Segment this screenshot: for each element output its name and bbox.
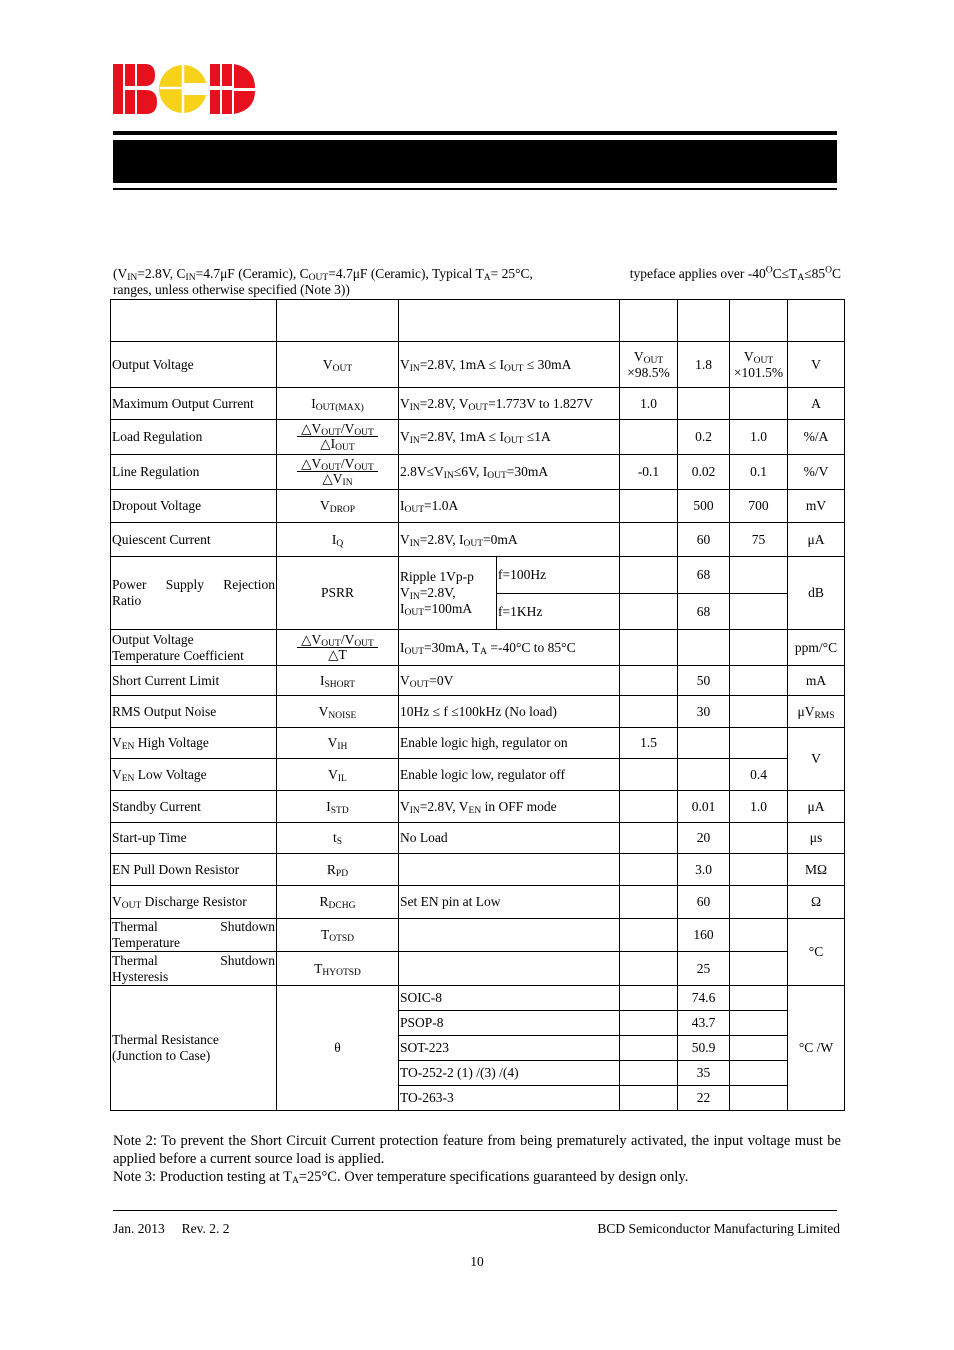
unit-cell: °C xyxy=(788,919,845,986)
typ-cell: 3.0 xyxy=(678,854,730,886)
condition-cell: Enable logic low, regulator off xyxy=(399,759,620,791)
table-row xyxy=(111,630,845,666)
condition-cell: $I_{OUT}=30mA$, $T_A =-40^\circ C$ to 85°C xyxy=(399,630,620,666)
table-row xyxy=(111,854,845,886)
min-cell: $V_{OUT}$ ×98.5% xyxy=(620,342,678,388)
typ-cell: 68 xyxy=(678,557,730,594)
table-row xyxy=(111,455,845,490)
table-row-thermal-shutdown xyxy=(111,919,845,952)
package-cell: TO-252-2 (1) /(3) /(4) xyxy=(399,1061,620,1086)
max-cell xyxy=(730,823,788,854)
table-row xyxy=(111,342,845,388)
symbol-cell xyxy=(277,630,399,666)
package-cell: TO-263-3 xyxy=(399,1086,620,1111)
symbol-cell: $R_{PD}$ xyxy=(277,854,399,886)
max-cell xyxy=(730,557,788,594)
max-cell xyxy=(730,886,788,919)
min-cell xyxy=(620,523,678,557)
table-row xyxy=(111,388,845,420)
header-title-bar xyxy=(113,140,837,183)
max-cell xyxy=(730,854,788,886)
typ-cell xyxy=(678,630,730,666)
unit-cell: V xyxy=(788,728,845,791)
min-cell xyxy=(620,1061,678,1086)
table-row xyxy=(111,420,845,455)
typ-cell: 60 xyxy=(678,886,730,919)
parameter-cell: Thermal Shutdown Temperature xyxy=(112,919,275,950)
condition-cell: $V_{IN}=2.8V$, $1mA \le I_{OUT} \le 1A$ xyxy=(399,420,620,455)
typ-cell: 0.01 xyxy=(678,791,730,823)
symbol-cell: $V_{IH}$ xyxy=(277,728,399,759)
frequency-cell: f=100Hz xyxy=(497,557,620,594)
unit-cell: dB xyxy=(788,557,845,630)
condition-cell: $V_{IN}=2.8V$, $I_{OUT}=0mA$ xyxy=(399,523,620,557)
max-cell xyxy=(730,1011,788,1036)
min-cell xyxy=(620,1086,678,1111)
typ-cell: 1.8 xyxy=(678,342,730,388)
max-cell: 1.0 xyxy=(730,420,788,455)
typ-cell: 20 xyxy=(678,823,730,854)
min-cell: 1.0 xyxy=(620,388,678,420)
unit-cell: MΩ xyxy=(788,854,845,886)
typ-cell: 30 xyxy=(678,696,730,728)
parameter-cell: Load Regulation xyxy=(111,420,277,455)
symbol-cell: $T_{OTSD}$ xyxy=(277,919,399,952)
min-cell: -0.1 xyxy=(620,455,678,490)
header-rule-top xyxy=(113,131,837,135)
table-row xyxy=(111,523,845,557)
condition-cell xyxy=(399,854,620,886)
symbol-cell: $V_{DROP}$ xyxy=(277,490,399,523)
parameter-cell: $V_{OUT}$ Discharge Resistor xyxy=(111,886,277,919)
note-3: Note 3: Production testing at $T_A=25^\circ C$. Over temperature specifications guaranteed by design only. xyxy=(113,1169,689,1186)
max-cell: $V_{OUT}$ ×101.5% xyxy=(730,342,788,388)
parameter-cell: Standby Current xyxy=(111,791,277,823)
symbol-cell: $V_{OUT}$ xyxy=(277,342,399,388)
parameter-cell: Start-up Time xyxy=(111,823,277,854)
parameter-cell: $V_{EN}$ Low Voltage xyxy=(111,759,277,791)
typ-cell: 0.2 xyxy=(678,420,730,455)
typ-cell: 74.6 xyxy=(678,986,730,1011)
unit-cell: mA xyxy=(788,666,845,696)
table-row xyxy=(111,490,845,523)
min-cell xyxy=(620,420,678,455)
footer-date-revision: Jan. 2013 Rev. 2. 2 xyxy=(113,1221,230,1236)
max-cell xyxy=(730,696,788,728)
unit-cell: $\mu V_{RMS}$ xyxy=(788,696,845,728)
min-cell xyxy=(620,854,678,886)
max-cell xyxy=(730,1086,788,1111)
parameter-cell: Thermal Resistance (Junction to Case) xyxy=(111,986,277,1111)
max-cell: 700 xyxy=(730,490,788,523)
max-cell xyxy=(730,919,788,952)
frequency-cell: f=1KHz xyxy=(497,594,620,630)
unit-cell: A xyxy=(788,388,845,420)
condition-cell: $2.8V\le V_{IN}\le 6V$, $I_{OUT}=30mA$ xyxy=(399,455,620,490)
min-cell xyxy=(620,952,678,986)
symbol-cell: θ xyxy=(277,986,399,1111)
symbol-cell: $V_{NOISE}$ xyxy=(277,696,399,728)
table-row xyxy=(111,696,845,728)
symbol-cell: $T_{HYOTSD}$ xyxy=(277,952,399,986)
unit-cell: V xyxy=(788,342,845,388)
max-cell xyxy=(730,594,788,630)
min-cell xyxy=(620,696,678,728)
typ-cell xyxy=(678,728,730,759)
typ-cell: 35 xyxy=(678,1061,730,1086)
max-cell: 0.4 xyxy=(730,759,788,791)
unit-cell: μA xyxy=(788,523,845,557)
condition-cell: $V_{OUT}=0V$ xyxy=(399,666,620,696)
typ-cell xyxy=(678,759,730,791)
table-row xyxy=(111,666,845,696)
conditions-line1-right: typeface applies over $-40^OC\le T_A\le 85^OC$ xyxy=(629,265,841,283)
symbol-fraction: $\frac{\triangle V_{OUT}/V_{OUT}}{\triangle T}$ xyxy=(297,633,378,662)
typ-cell: 60 xyxy=(678,523,730,557)
symbol-fraction: $\frac{\triangle V_{OUT}/V_{OUT}}{\triangle V_{IN}}$ xyxy=(297,457,378,486)
parameter-cell: $V_{EN}$ High Voltage xyxy=(111,728,277,759)
condition-cell: Enable logic high, regulator on xyxy=(399,728,620,759)
condition-cell: $V_{IN}=2.8V$, $1mA \le I_{OUT} \le 30mA$ xyxy=(399,342,620,388)
symbol-cell: $I_{OUT(MAX)}$ xyxy=(277,388,399,420)
max-cell xyxy=(730,1061,788,1086)
bcd-logo xyxy=(113,64,255,114)
min-cell xyxy=(620,630,678,666)
min-cell xyxy=(620,759,678,791)
typ-cell: 22 xyxy=(678,1086,730,1111)
max-cell xyxy=(730,952,788,986)
symbol-cell: $R_{DCHG}$ xyxy=(277,886,399,919)
parameter-cell: RMS Output Noise xyxy=(111,696,277,728)
max-cell: 1.0 xyxy=(730,791,788,823)
symbol-cell xyxy=(277,455,399,490)
max-cell: 0.1 xyxy=(730,455,788,490)
parameter-cell: Output Voltage Temperature Coefficient xyxy=(111,630,277,666)
page-number: 10 xyxy=(470,1254,484,1269)
unit-cell: μA xyxy=(788,791,845,823)
footer-company: BCD Semiconductor Manufacturing Limited xyxy=(597,1221,840,1236)
min-cell xyxy=(620,557,678,594)
symbol-cell xyxy=(277,420,399,455)
typ-cell: 50 xyxy=(678,666,730,696)
logo-letter-d xyxy=(210,64,255,114)
table-header-row xyxy=(111,300,845,342)
unit-cell: ppm/°C xyxy=(788,630,845,666)
min-cell xyxy=(620,886,678,919)
conditions-line2: ranges, unless otherwise specified (Note 3)) xyxy=(113,282,350,297)
logo-letter-b xyxy=(113,64,157,114)
min-cell: 1.5 xyxy=(620,728,678,759)
parameter-cell: EN Pull Down Resistor xyxy=(111,854,277,886)
symbol-fraction: $\frac{\triangle V_{OUT}/V_{OUT}}{\triangle I_{OUT}}$ xyxy=(297,422,378,451)
unit-cell: %/A xyxy=(788,420,845,455)
symbol-cell: $V_{IL}$ xyxy=(277,759,399,791)
max-cell: 75 xyxy=(730,523,788,557)
unit-cell: Ω xyxy=(788,886,845,919)
condition-cell: 10Hz ≤ f ≤100kHz (No load) xyxy=(399,696,620,728)
parameter-cell: Output Voltage xyxy=(111,342,277,388)
table-row-psrr xyxy=(111,557,845,594)
min-cell xyxy=(620,919,678,952)
symbol-cell: $t_S$ xyxy=(277,823,399,854)
symbol-cell: $I_{STD}$ xyxy=(277,791,399,823)
package-cell: SOT-223 xyxy=(399,1036,620,1061)
parameter-cell: Quiescent Current xyxy=(111,523,277,557)
typ-cell: 500 xyxy=(678,490,730,523)
condition-cell xyxy=(399,919,620,952)
conditions-line1-left: ($V_{IN}=2.8V$, $C_{IN}=4.7\mu F$ (Ceramic), $C_{OUT}=4.7\mu F$ (Ceramic), Typical $T_A= 25^\circ C$, xyxy=(113,266,533,283)
condition-cell: Ripple 1Vp-p $V_{IN}=2.8V$, $I_{OUT}=100mA$ xyxy=(399,557,497,630)
symbol-cell: $I_Q$ xyxy=(277,523,399,557)
condition-cell: $V_{IN}=2.8V$, $V_{EN}$ in OFF mode xyxy=(399,791,620,823)
max-cell xyxy=(730,666,788,696)
package-cell: PSOP-8 xyxy=(399,1011,620,1036)
min-cell xyxy=(620,986,678,1011)
condition-cell xyxy=(399,952,620,986)
min-cell xyxy=(620,666,678,696)
package-cell: SOIC-8 xyxy=(399,986,620,1011)
table-row-ven-high xyxy=(111,728,845,759)
unit-cell: mV xyxy=(788,490,845,523)
table-row xyxy=(111,886,845,919)
max-cell xyxy=(730,630,788,666)
parameter-cell: Maximum Output Current xyxy=(111,388,277,420)
min-cell xyxy=(620,1036,678,1061)
condition-cell: Set EN pin at Low xyxy=(399,886,620,919)
typ-cell xyxy=(678,388,730,420)
symbol-cell: $I_{SHORT}$ xyxy=(277,666,399,696)
condition-cell: $I_{OUT}=1.0A$ xyxy=(399,490,620,523)
table-row-ven-low xyxy=(111,759,845,791)
max-cell xyxy=(730,388,788,420)
symbol-cell: PSRR xyxy=(277,557,399,630)
unit-cell: %/V xyxy=(788,455,845,490)
unit-cell: μs xyxy=(788,823,845,854)
typ-cell: 68 xyxy=(678,594,730,630)
typ-cell: 160 xyxy=(678,919,730,952)
min-cell xyxy=(620,823,678,854)
test-conditions xyxy=(113,266,841,298)
footer-rule xyxy=(113,1210,837,1211)
min-cell xyxy=(620,1011,678,1036)
parameter-cell: Power Supply Rejection Ratio xyxy=(111,557,277,630)
electrical-characteristics-table xyxy=(110,299,845,1111)
max-cell xyxy=(730,1036,788,1061)
parameter-cell: Line Regulation xyxy=(111,455,277,490)
table-row-package xyxy=(111,986,845,1011)
condition-cell: No Load xyxy=(399,823,620,854)
typ-cell: 50.9 xyxy=(678,1036,730,1061)
parameter-cell: Thermal Shutdown Hysteresis xyxy=(112,952,275,984)
table-row xyxy=(111,823,845,854)
parameter-cell: Short Current Limit xyxy=(111,666,277,696)
max-cell xyxy=(730,728,788,759)
typ-cell: 25 xyxy=(678,952,730,986)
typ-cell: 43.7 xyxy=(678,1011,730,1036)
min-cell xyxy=(620,594,678,630)
max-cell xyxy=(730,986,788,1011)
min-cell xyxy=(620,490,678,523)
logo-letter-c xyxy=(159,65,209,113)
notes xyxy=(113,1132,841,1186)
parameter-cell: Dropout Voltage xyxy=(111,490,277,523)
min-cell xyxy=(620,791,678,823)
table-row xyxy=(111,791,845,823)
unit-cell: °C /W xyxy=(788,986,845,1111)
typ-cell: 0.02 xyxy=(678,455,730,490)
table-row-thermal-hysteresis xyxy=(111,952,845,986)
note-2: Note 2: To prevent the Short Circuit Current protection feature from being prematurely activated, the input voltage must be applied before a current source load is applied. xyxy=(113,1133,841,1167)
condition-cell: $V_{IN}=2.8V$, $V_{OUT}=1.773V$ to 1.827V xyxy=(399,388,620,420)
header-rule-bottom xyxy=(113,188,837,190)
